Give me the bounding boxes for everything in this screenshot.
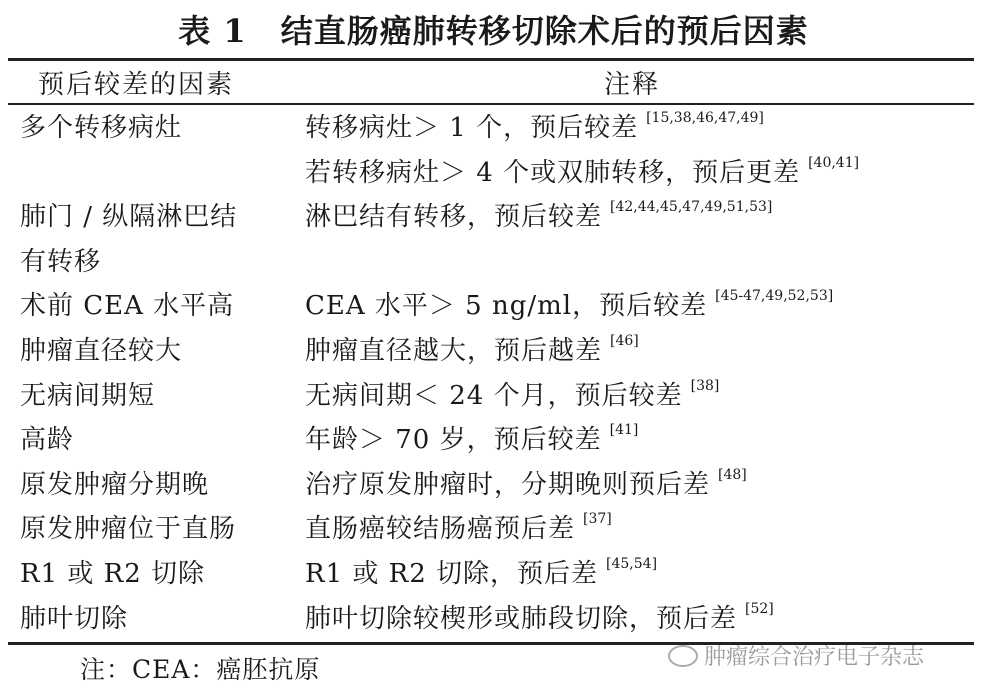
row-note <box>305 331 639 371</box>
citation-ref: [45-47,49,52,53] <box>715 288 834 305</box>
note-text: 无病间期＜ 24 个月，预后较差 <box>305 380 683 411</box>
top-rule <box>8 58 974 61</box>
note-text: 肿瘤直径越大，预后越差 <box>305 336 603 366</box>
row-factor: 原发肿瘤分期晚 <box>20 469 210 500</box>
note-text: 肺叶切除较楔形或肺段切除，预后差 <box>305 603 738 634</box>
row-factor: 有转移 <box>20 246 102 277</box>
table-title <box>0 6 987 52</box>
row-note <box>305 509 612 549</box>
note-text: R1 或 R2 切除，预后差 <box>305 559 599 589</box>
row-factor: 肺叶切除 <box>20 603 129 634</box>
note-text: CEA 水平＞ 5 ng/ml，预后较差 <box>305 291 708 322</box>
citation-ref: [15,38,46,47,49] <box>646 110 764 126</box>
note-text: 转移病灶＞ 1 个，预后较差 <box>305 113 639 143</box>
watermark-text: 肿瘤综合治疗电子杂志 <box>704 645 925 670</box>
row-factor: 高龄 <box>20 425 75 456</box>
note-text: 治疗原发肿瘤时，分期晚则预后差 <box>305 469 711 500</box>
header-factor: 预后较差的因素 <box>38 70 235 100</box>
header-rule <box>8 103 974 105</box>
note-text: 淋巴结有转移，预后较差 <box>305 202 603 233</box>
citation-ref: [46] <box>610 333 639 349</box>
citation-ref: [42,44,45,47,49,51,53] <box>610 199 773 216</box>
row-note <box>305 599 774 639</box>
row-factor: 原发肿瘤位于直肠 <box>20 514 237 545</box>
citation-ref: [41] <box>609 422 639 439</box>
row-factor: 肿瘤直径较大 <box>20 336 183 366</box>
note-text: 年龄＞ 70 岁，预后较差 <box>305 425 602 456</box>
row-factor: 多个转移病灶 <box>20 113 183 143</box>
row-note <box>305 465 747 505</box>
footnote: 注：CEA：癌胚抗原 <box>80 655 321 684</box>
row-note <box>305 554 657 594</box>
wechat-icon <box>668 645 698 667</box>
row-note <box>305 153 859 193</box>
table-number: 表 1 <box>178 12 247 50</box>
citation-ref: [37] <box>583 511 612 528</box>
citation-ref: [40,41] <box>808 154 860 171</box>
citation-ref: [48] <box>718 466 747 483</box>
row-factor: 术前 CEA 水平高 <box>20 291 235 322</box>
row-note <box>305 197 772 237</box>
header-notes: 注释 <box>604 70 661 100</box>
row-factor: R1 或 R2 切除 <box>20 559 206 589</box>
row-note <box>305 286 833 326</box>
row-note <box>305 108 764 148</box>
row-note <box>305 420 638 460</box>
watermark <box>668 640 924 671</box>
row-note <box>305 376 719 416</box>
note-text: 若转移病灶＞ 4 个或双肺转移，预后更差 <box>305 157 801 188</box>
table-caption: 结直肠癌肺转移切除术后的预后因素 <box>280 12 809 50</box>
citation-ref: [52] <box>745 600 774 617</box>
citation-ref: [38] <box>690 377 720 394</box>
row-factor: 无病间期短 <box>20 380 156 411</box>
row-factor: 肺门 / 纵隔淋巴结 <box>20 202 238 233</box>
citation-ref: [45,54] <box>606 556 658 572</box>
note-text: 直肠癌较结肠癌预后差 <box>305 514 576 545</box>
